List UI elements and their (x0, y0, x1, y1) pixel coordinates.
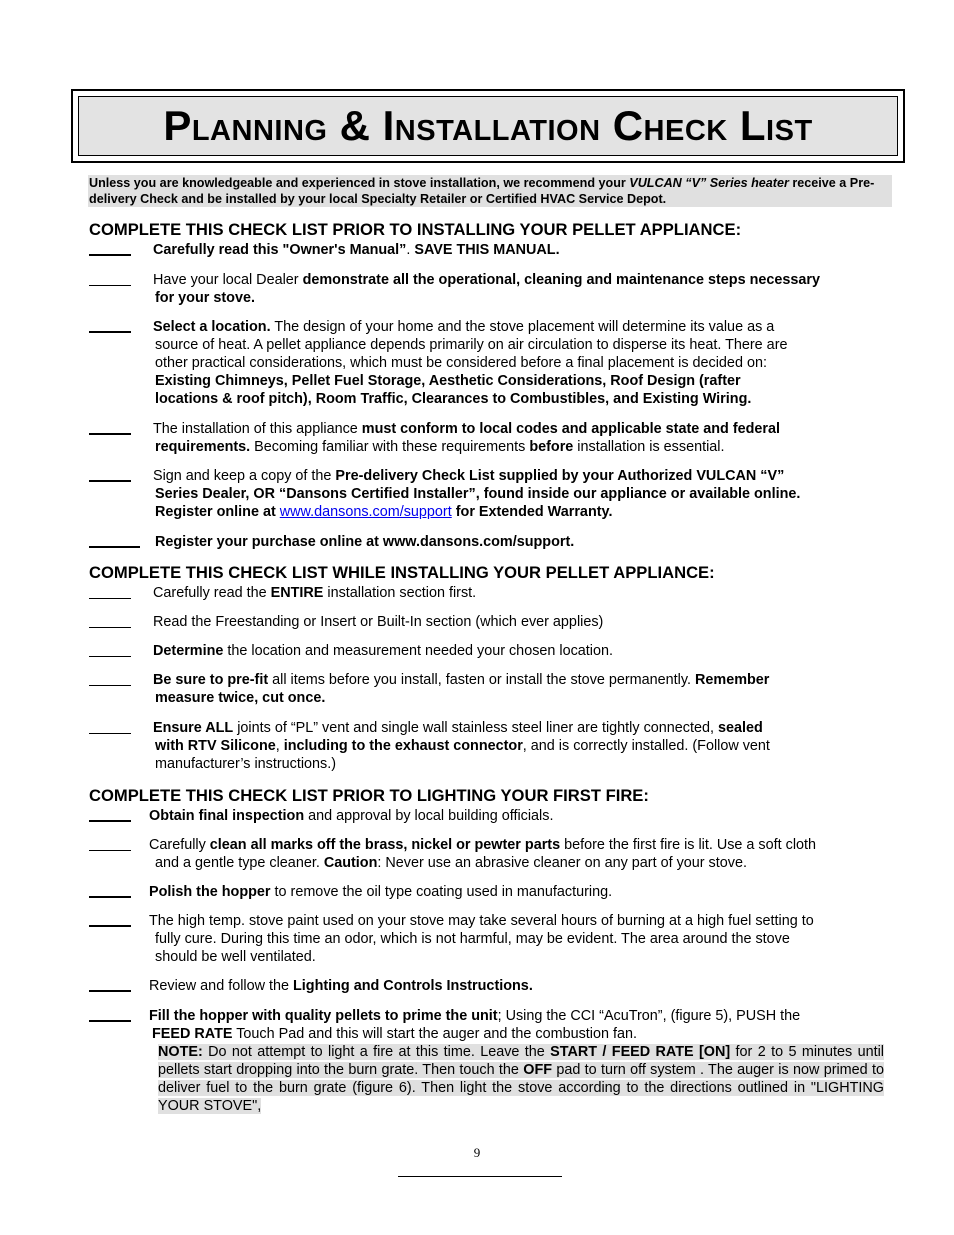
note-text-run: pad to turn off system . The auger is now primed to deliver fuel to the burn grate (figure 6). Then light the stove according to the directions outlined in "LIGHTING YOUR STOVE", (158, 1062, 884, 1114)
item-bold-text: Carefully read this "Owner's Manual” (153, 242, 407, 258)
item-bold-text: Remember (695, 672, 770, 688)
item-bold-text: demonstrate all the operational, cleaning and maintenance steps necessary (302, 272, 821, 288)
support-link[interactable]: www.dansons.com/support (279, 504, 452, 520)
item-text-line: source of heat. A pellet appliance depends primarily on air circulation to disperse its heat. There are (155, 337, 788, 353)
item-text-run: joints of “PL” vent and single wall stainless steel liner are tightly connected, (233, 720, 718, 736)
item-bold-text: Series Dealer, OR “Dansons Certified Installer”, found inside our appliance or available online. (155, 486, 801, 502)
item-bold-text: including to the exhaust connector (283, 738, 523, 754)
check-blank[interactable] (89, 685, 131, 686)
check-blank[interactable] (89, 254, 131, 256)
item-bold-text: ENTIRE (270, 585, 324, 601)
item-text (153, 318, 888, 408)
check-blank[interactable] (89, 925, 131, 927)
item-text (153, 241, 888, 259)
item-text (153, 467, 888, 521)
item-text (153, 584, 888, 602)
section-heading-prior-fire: COMPLETE THIS CHECK LIST PRIOR TO LIGHTING YOUR FIRST FIRE: (89, 786, 649, 805)
note-bold-text: OFF (523, 1062, 553, 1078)
check-blank[interactable] (89, 733, 131, 734)
item-text (149, 912, 884, 966)
item-text-run: installation is essential. (573, 439, 725, 455)
item-text-run: installation section first. (323, 585, 477, 601)
item-text (149, 977, 884, 995)
item-text-run: and approval by local building officials. (304, 808, 554, 824)
item-bold-text: Fill the hopper with quality pellets to prime the unit (149, 1008, 498, 1024)
item-text (155, 533, 890, 551)
item-text-run: Becoming familiar with these requirements (250, 439, 530, 455)
item-text-run: Have your local Dealer (153, 272, 303, 288)
title-box-inner (78, 96, 898, 156)
item-bold-text: Select a location. (153, 319, 271, 335)
check-blank[interactable] (89, 546, 140, 548)
item-text-run: Carefully read the (153, 585, 271, 601)
item-text (153, 642, 888, 660)
item-text-run: before the first fire is lit. Use a soft cloth (560, 837, 817, 853)
item-text-run: Sign and keep a copy of the (153, 468, 336, 484)
item-text-line: The high temp. stove paint used on your stove may take several hours of burning at a high fuel setting to (149, 913, 814, 929)
item-bold-text: before (529, 439, 574, 455)
check-blank[interactable] (89, 331, 131, 333)
item-bold-text: Caution (323, 855, 378, 871)
item-bold-text: must conform to local codes and applicable state and federal (361, 421, 781, 437)
note-text-run: Do not attempt to light a fire at this time. Leave the (202, 1044, 551, 1060)
item-bold-text: SAVE THIS MANUAL. (414, 242, 560, 258)
item-bold-text: with RTV Silicone (155, 738, 276, 754)
item-bold-text: for Extended Warranty. (451, 504, 613, 520)
item-text (153, 613, 888, 631)
item-bold-text: requirements. (155, 439, 251, 455)
item-text-run: The installation of this appliance (153, 421, 362, 437)
item-bold-text: Ensure ALL (153, 720, 234, 736)
check-blank[interactable] (89, 896, 131, 898)
item-text-run: . (406, 242, 415, 258)
item-text-run: the location and measurement needed your chosen location. (223, 643, 613, 659)
footer-rule (398, 1176, 562, 1177)
item-text-run: all items before you install, fasten or install the stove permanently. (268, 672, 696, 688)
check-blank[interactable] (89, 285, 131, 286)
item-bold-text: Determine (153, 643, 224, 659)
note-text-run: for 2 to 5 minutes until pellets start dropping into the burn grate. Then touch the (158, 1044, 884, 1078)
check-blank[interactable] (89, 990, 131, 992)
item-bold-text: Pre-delivery Check List supplied by your Authorized VULCAN “V” (335, 468, 785, 484)
item-text (149, 807, 884, 825)
check-blank[interactable] (89, 1020, 131, 1022)
item-text (153, 271, 888, 307)
item-text-run: ; Using the CCI “AcuTron”, (figure 5), PUSH the (497, 1008, 801, 1024)
item-text-run: : Never use an abrasive cleaner on any part of your stove. (377, 855, 747, 871)
check-blank[interactable] (89, 480, 131, 482)
item-text-run: to remove the oil type coating used in manufacturing. (270, 884, 613, 900)
check-blank[interactable] (89, 850, 131, 851)
item-text (149, 883, 884, 901)
item-text (153, 719, 888, 773)
check-blank[interactable] (89, 433, 131, 435)
title-box (71, 89, 905, 163)
note-bold-text: START / FEED RATE [ON] (550, 1044, 731, 1060)
item-bold-text: Obtain final inspection (149, 808, 305, 824)
check-blank[interactable] (89, 598, 131, 599)
check-blank[interactable] (89, 656, 131, 657)
item-text (153, 420, 888, 456)
item-text-run: , and is correctly installed. (Follow vent (522, 738, 770, 754)
item-text-line: should be well ventilated. (155, 949, 316, 965)
item-text-line: other practical considerations, which must be considered before a final placement is decided on: (155, 355, 767, 371)
item-text-line: fully cure. During this time an odor, which is not harmful, may be evident. The area around the stove (155, 931, 790, 947)
item-bold-text: FEED RATE (152, 1026, 233, 1042)
item-text-run: Carefully (149, 837, 210, 853)
item-bold-text: Existing Chimneys, Pellet Fuel Storage, Aesthetic Considerations, Roof Design (rafter (155, 373, 741, 389)
item-bold-text: sealed (717, 720, 763, 736)
item-text-run: , (275, 738, 284, 754)
item-bold-text: Register online at (155, 504, 280, 520)
item-text-run: Review and follow the (149, 978, 293, 994)
page-title: Planning & Installation Check List (163, 102, 813, 149)
item-bold-text: Register your purchase online at www.dansons.com/support. (155, 534, 575, 550)
item-text (149, 836, 884, 872)
note-label: NOTE: (158, 1044, 203, 1060)
section-heading-while-installing: COMPLETE THIS CHECK LIST WHILE INSTALLING YOUR PELLET APPLIANCE: (89, 563, 715, 582)
item-text-run: The design of your home and the stove placement will determine its value as a (270, 319, 775, 335)
item-bold-text: Lighting and Controls Instructions. (292, 978, 533, 994)
note-box (158, 1043, 884, 1115)
intro-text-2: receive a Pre-delivery Check and be installed by your local Specialty Retailer or Certified HVAC Service Depot. (89, 176, 875, 206)
item-bold-text: Polish the hopper (149, 884, 271, 900)
item-bold-text: for your stove. (155, 290, 255, 306)
page-number: 9 (473, 1145, 481, 1160)
item-text-line: manufacturer’s instructions.) (155, 756, 337, 772)
intro-text-1: Unless you are knowledgeable and experienced in stove installation, we recommend your (89, 176, 630, 190)
item-bold-text: Be sure to pre-fit (153, 672, 269, 688)
check-blank[interactable] (89, 820, 131, 822)
item-text (153, 671, 888, 707)
item-bold-text: clean all marks off the brass, nickel or pewter parts (209, 837, 561, 853)
intro-paragraph (88, 175, 892, 207)
item-bold-text: locations & roof pitch), Room Traffic, Clearances to Combustibles, and Existing Wiring. (155, 391, 752, 407)
section-heading-prior-installing: COMPLETE THIS CHECK LIST PRIOR TO INSTALLING YOUR PELLET APPLIANCE: (89, 220, 742, 239)
check-blank[interactable] (89, 627, 131, 628)
item-text-line: Read the Freestanding or Insert or Built-In section (which ever applies) (153, 614, 604, 630)
intro-product: VULCAN “V” Series heater (629, 176, 789, 190)
item-text-run: Touch Pad and this will start the auger and the combustion fan. (232, 1026, 638, 1042)
item-bold-text: measure twice, cut once. (155, 690, 326, 706)
item-text (149, 1007, 884, 1043)
item-text-run: and a gentle type cleaner. (155, 855, 324, 871)
